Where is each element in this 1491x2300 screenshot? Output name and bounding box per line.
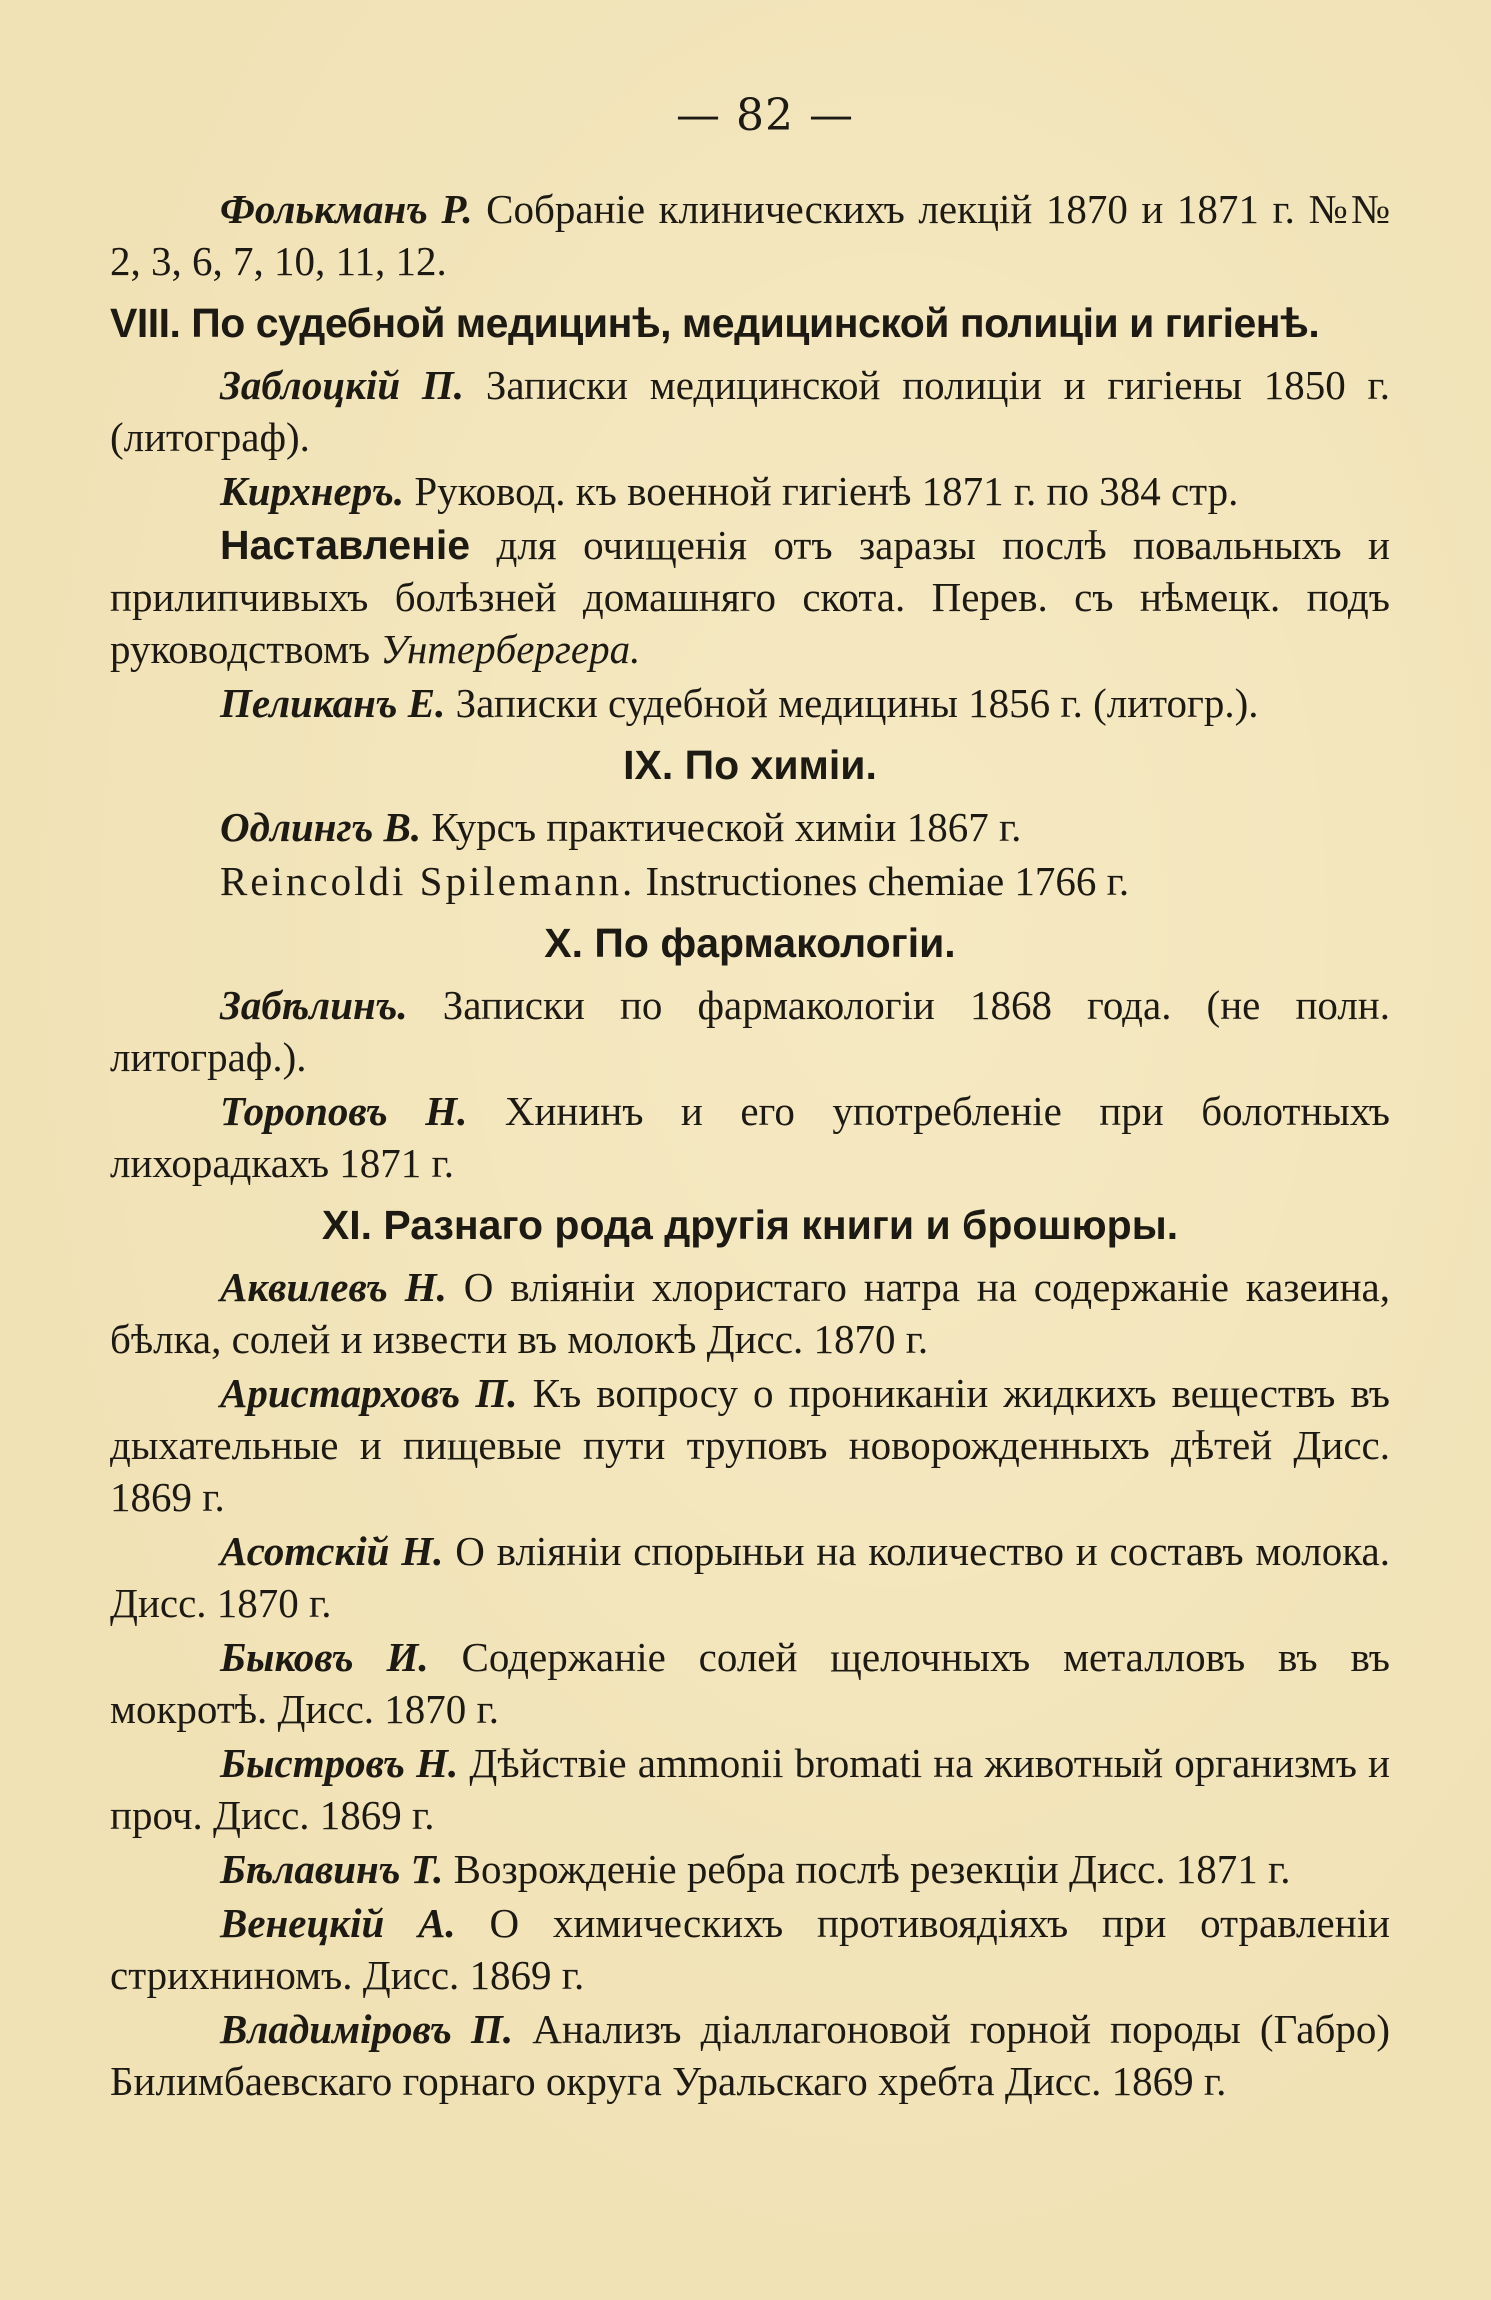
entry-author: Фолькманъ Р.	[220, 186, 473, 232]
entry-text: О вліяніи хлористаго натра на содержаніе казеина, бѣлка, солей и извести въ молокѣ Дисс. 1870 г.	[110, 1264, 1390, 1362]
entry-author: Одлингъ В.	[220, 804, 422, 850]
entry-text: О вліяніи спорыньи на количество и составъ молока. Дисс. 1870 г.	[110, 1528, 1391, 1626]
entry-text: Записки судебной медицины 1856 г. (литогр.).	[445, 680, 1259, 726]
book-page	[110, 90, 1390, 2109]
bibliography-entry	[110, 1525, 1390, 1629]
bibliography-entry	[110, 1261, 1390, 1365]
entry-author: Пеликанъ Е.	[220, 680, 446, 726]
bibliography-entry	[110, 801, 1390, 853]
bibliography-entry	[110, 1737, 1390, 1841]
bibliography-entry	[110, 359, 1390, 463]
entry-author: Венецкій А.	[220, 1900, 456, 1946]
entry-text: Руковод. къ военной гигіенѣ 1871 г. по 384 стр.	[404, 468, 1239, 514]
entry-text: Курсъ практической химіи 1867 г.	[421, 804, 1022, 850]
section-heading-10: X. По фармакологіи.	[544, 920, 956, 966]
entry-author: Бѣлавинъ Т.	[220, 1846, 444, 1892]
entry-author: Забѣлинъ.	[220, 982, 408, 1028]
entry-author: Быковъ И.	[220, 1634, 429, 1680]
entry-text: Дѣйствіе ammonii bromati на животный организмъ и проч. Дисс. 1869 г.	[110, 1740, 1390, 1838]
entry-author: Заблоцкій П.	[220, 362, 465, 408]
entry-text: для очищенія отъ заразы послѣ повальныхъ и прилипчивыхъ болѣзней домашняго скота. Перев. съ нѣмецк. подъ руководствомъ	[110, 522, 1390, 672]
section-heading-9: IX. По химіи.	[623, 742, 877, 788]
bibliography-entry	[110, 183, 1390, 287]
entry-author: Reincoldi Spilemann.	[220, 858, 636, 904]
bibliography-entry	[110, 465, 1390, 517]
entry-author: Аквилевъ Н.	[220, 1264, 447, 1310]
bibliography-entry	[110, 1631, 1390, 1735]
bibliography-entry	[110, 855, 1390, 907]
bibliography-entry	[110, 979, 1390, 1083]
bibliography-entry	[110, 519, 1390, 675]
entry-text: Содержаніе солей щелочныхъ металловъ въ въ мокротѣ. Дисс. 1870 г.	[110, 1634, 1391, 1732]
entry-text: Возрожденіе ребра послѣ резекціи Дисс. 1871 г.	[443, 1846, 1291, 1892]
entry-text: Записки по фармакологіи 1868 года. (не полн. литограф.).	[110, 982, 1390, 1080]
entry-text: О химическихъ противоядіяхъ при отравленіи стрихниномъ. Дисс. 1869 г.	[110, 1900, 1390, 1998]
entry-text: Записки медицинской полиціи и гигіены 1850 г. (литограф).	[110, 362, 1390, 460]
entry-author: Аристарховъ П.	[220, 1370, 518, 1416]
entry-author: Асотскій Н.	[220, 1528, 444, 1574]
entry-editor: Унтербергера.	[380, 626, 641, 672]
entry-author: Тороповъ Н.	[220, 1088, 468, 1134]
section-heading-8: VIII. По судебной медицинѣ, медицинской полиціи и гигіенѣ.	[110, 300, 1320, 346]
entry-lead-word: Наставленіе	[220, 522, 471, 568]
bibliography-entry	[110, 1085, 1390, 1189]
entry-author: Быстровъ Н.	[220, 1740, 459, 1786]
page-number: — 82 —	[676, 90, 854, 141]
entry-text: Къ вопросу о прониканіи жидкихъ веществъ въ дыхательные и пищевые пути труповъ новорожденныхъ дѣтей Дисс. 1869 г.	[110, 1370, 1390, 1520]
entry-text: Собраніе клиническихъ лекцій 1870 и 1871 г. №№ 2, 3, 6, 7, 10, 11, 12.	[110, 186, 1390, 284]
entry-text: Анализъ діаллагоновой горной породы (Габро) Билимбаевскаго горнаго округа Уральскаго хребта Дисс. 1869 г.	[110, 2006, 1390, 2104]
entry-author: Владиміровъ П.	[220, 2006, 514, 2052]
section-heading-11: XI. Разнаго рода другія книги и брошюры.	[321, 1202, 1179, 1248]
entry-text: Instructiones chemiae 1766 г.	[635, 858, 1130, 904]
bibliography-entry	[110, 1843, 1390, 1895]
bibliography-entry	[110, 1897, 1390, 2001]
bibliography-entry	[110, 2003, 1390, 2107]
entry-author: Кирхнеръ.	[220, 468, 405, 514]
bibliography-entry	[110, 1367, 1390, 1523]
entry-text: Хининъ и его употребленіе при болотныхъ лихорадкахъ 1871 г.	[110, 1088, 1390, 1186]
bibliography-entry	[110, 677, 1390, 729]
